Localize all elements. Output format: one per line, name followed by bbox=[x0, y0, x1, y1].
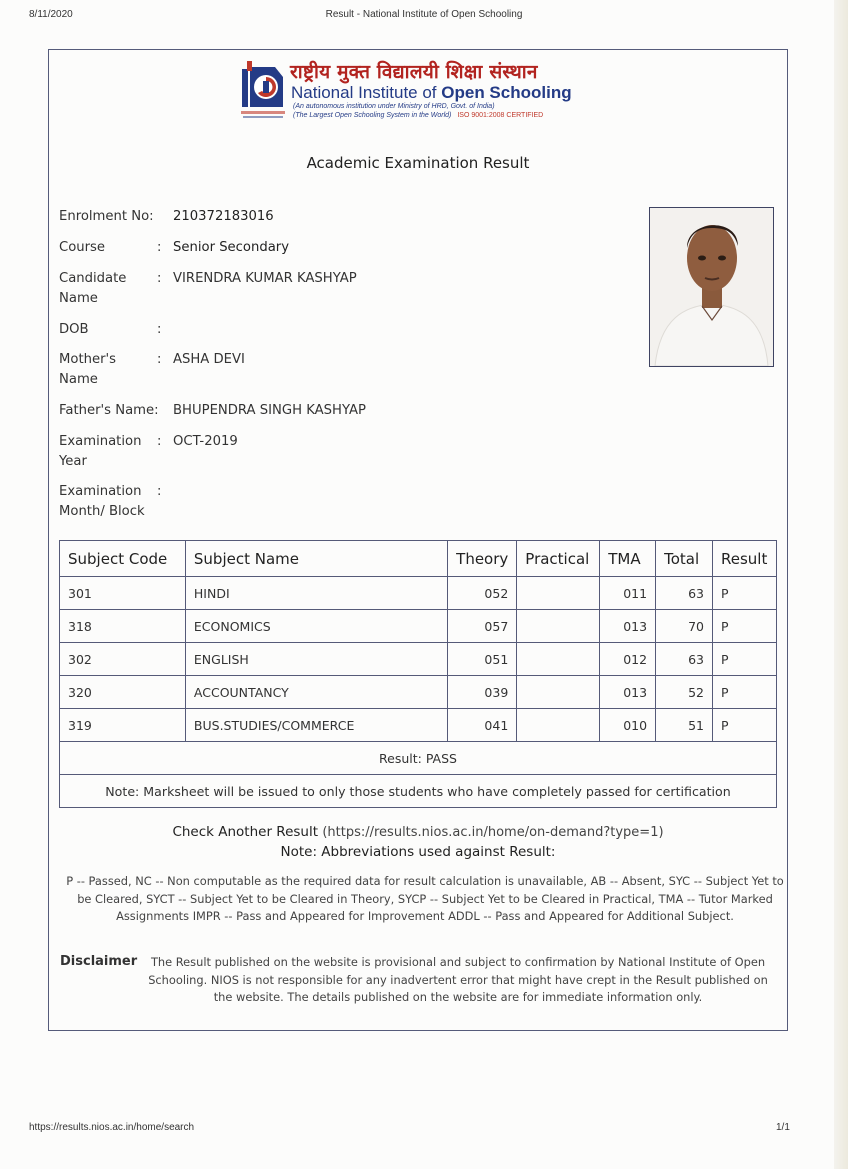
table-header-row bbox=[60, 541, 777, 577]
marksheet-note: Note: Marksheet will be issued to only those students who have completely passed for certification bbox=[60, 775, 777, 808]
result-cell: P bbox=[712, 577, 776, 610]
course-value: Senior Secondary bbox=[173, 240, 290, 255]
result-cell: P bbox=[712, 610, 776, 643]
table-row bbox=[60, 610, 777, 643]
org-name-bold: Open Schooling bbox=[441, 83, 572, 102]
candidate-label: Candidate Name bbox=[59, 271, 127, 306]
org-tagline bbox=[293, 112, 543, 119]
subject-name-cell: BUS.STUDIES/COMMERCE bbox=[185, 709, 447, 742]
candidate-photo-image bbox=[650, 208, 773, 366]
total-cell: 51 bbox=[656, 709, 713, 742]
theory-cell: 039 bbox=[448, 676, 517, 709]
candidate-value: VIRENDRA KUMAR KASHYAP bbox=[173, 271, 357, 286]
col-subject-code: Subject Code bbox=[60, 541, 186, 577]
col-practical: Practical bbox=[517, 541, 600, 577]
exam-month-colon: : bbox=[157, 484, 162, 499]
total-cell: 63 bbox=[656, 577, 713, 610]
check-another-link[interactable]: (https://results.nios.ac.in/home/on-demand?type=1) bbox=[322, 825, 664, 840]
mother-label: Mother's Name bbox=[59, 352, 117, 387]
exam-year-colon: : bbox=[157, 434, 162, 449]
col-subject-name: Subject Name bbox=[185, 541, 447, 577]
tma-cell: 013 bbox=[600, 676, 656, 709]
subject-code-cell: 319 bbox=[60, 709, 186, 742]
enrolment-label: Enrolment No: bbox=[59, 209, 154, 224]
print-url: https://results.nios.ac.in/home/search bbox=[29, 1122, 195, 1133]
check-another-result bbox=[0, 824, 836, 840]
abbreviations-title: Note: Abbreviations used against Result: bbox=[280, 844, 556, 860]
org-subtitle: (An autonomous institution under Ministry of HRD, Govt. of India) bbox=[293, 103, 495, 110]
candidate-photo bbox=[649, 207, 774, 367]
nios-logo-icon bbox=[241, 59, 285, 121]
table-row bbox=[60, 676, 777, 709]
mother-colon: : bbox=[157, 352, 162, 367]
iso-badge: ISO 9001:2008 CERTIFIED bbox=[457, 112, 544, 119]
theory-cell: 052 bbox=[448, 577, 517, 610]
col-result: Result bbox=[712, 541, 776, 577]
disclaimer-label: Disclaimer bbox=[60, 954, 138, 969]
subject-code-cell: 302 bbox=[60, 643, 186, 676]
page-title: Academic Examination Result bbox=[306, 154, 530, 172]
org-tagline-text: (The Largest Open Schooling System in the World) bbox=[293, 112, 452, 119]
note-row bbox=[60, 775, 777, 808]
subject-name-cell: ENGLISH bbox=[185, 643, 447, 676]
print-date: 8/11/2020 bbox=[29, 9, 73, 20]
result-cell: P bbox=[712, 709, 776, 742]
overall-result-row bbox=[60, 742, 777, 775]
exam-year-label: Examination Year bbox=[59, 434, 142, 469]
subject-code-cell: 301 bbox=[60, 577, 186, 610]
page-edge bbox=[834, 0, 848, 1169]
dob-colon: : bbox=[157, 322, 162, 337]
tma-cell: 012 bbox=[600, 643, 656, 676]
tma-cell: 011 bbox=[600, 577, 656, 610]
candidate-colon: : bbox=[157, 271, 162, 286]
org-name bbox=[291, 83, 572, 103]
theory-cell: 051 bbox=[448, 643, 517, 676]
subject-name-cell: HINDI bbox=[185, 577, 447, 610]
abbreviations-text: P -- Passed, NC -- Non computable as the required data for result calculation is unavailable, AB -- Absent, SYC -- Subject Yet to be Cleared, SYCT -- Subject Yet to be Cleared in Theory, SYCP -- Subject Yet to be Cleared in Practical, TMA -- Tutor Marked Assignments IMPR -- Pass and Appeared for Improvement ADDL -- Pass and Appeared for Additional Subject. bbox=[66, 874, 784, 923]
total-cell: 63 bbox=[656, 643, 713, 676]
subject-name-cell: ACCOUNTANCY bbox=[185, 676, 447, 709]
course-colon: : bbox=[157, 240, 162, 255]
hindi-org-name: राष्ट्रीय मुक्त विद्यालयी शिक्षा संस्थान bbox=[290, 61, 538, 83]
enrolment-value: 210372183016 bbox=[173, 209, 274, 224]
practical-cell bbox=[517, 577, 600, 610]
total-cell: 52 bbox=[656, 676, 713, 709]
result-cell: P bbox=[712, 643, 776, 676]
tma-cell: 013 bbox=[600, 610, 656, 643]
marks-table bbox=[59, 540, 777, 808]
col-tma: TMA bbox=[600, 541, 656, 577]
father-value: BHUPENDRA SINGH KASHYAP bbox=[173, 403, 366, 418]
result-cell: P bbox=[712, 676, 776, 709]
print-page-number: 1/1 bbox=[776, 1122, 790, 1133]
table-row bbox=[60, 709, 777, 742]
table-row bbox=[60, 643, 777, 676]
overall-result: Result: PASS bbox=[60, 742, 777, 775]
course-label: Course bbox=[59, 240, 106, 255]
exam-year-value: OCT-2019 bbox=[173, 434, 238, 449]
mother-value: ASHA DEVI bbox=[173, 352, 245, 367]
disclaimer-text: The Result published on the website is provisional and subject to confirmation by National Institute of Open Schooling. NIOS is not responsible for any inadvertent error that might have crept in the Result published on the website. The details published on the website are for immediate information only. bbox=[148, 955, 768, 1004]
tma-cell: 010 bbox=[600, 709, 656, 742]
col-theory: Theory bbox=[448, 541, 517, 577]
table-row bbox=[60, 577, 777, 610]
father-label: Father's Name: bbox=[59, 403, 159, 418]
subject-name-cell: ECONOMICS bbox=[185, 610, 447, 643]
practical-cell bbox=[517, 643, 600, 676]
practical-cell bbox=[517, 676, 600, 709]
org-name-prefix: National Institute of bbox=[291, 83, 442, 102]
subject-code-cell: 320 bbox=[60, 676, 186, 709]
print-title: Result - National Institute of Open Schooling bbox=[325, 9, 523, 20]
exam-month-label: Examination Month/ Block bbox=[59, 484, 145, 519]
practical-cell bbox=[517, 610, 600, 643]
subject-code-cell: 318 bbox=[60, 610, 186, 643]
theory-cell: 041 bbox=[448, 709, 517, 742]
practical-cell bbox=[517, 709, 600, 742]
theory-cell: 057 bbox=[448, 610, 517, 643]
total-cell: 70 bbox=[656, 610, 713, 643]
dob-label: DOB bbox=[59, 322, 89, 337]
col-total: Total bbox=[656, 541, 713, 577]
check-another-label: Check Another Result bbox=[172, 824, 319, 840]
